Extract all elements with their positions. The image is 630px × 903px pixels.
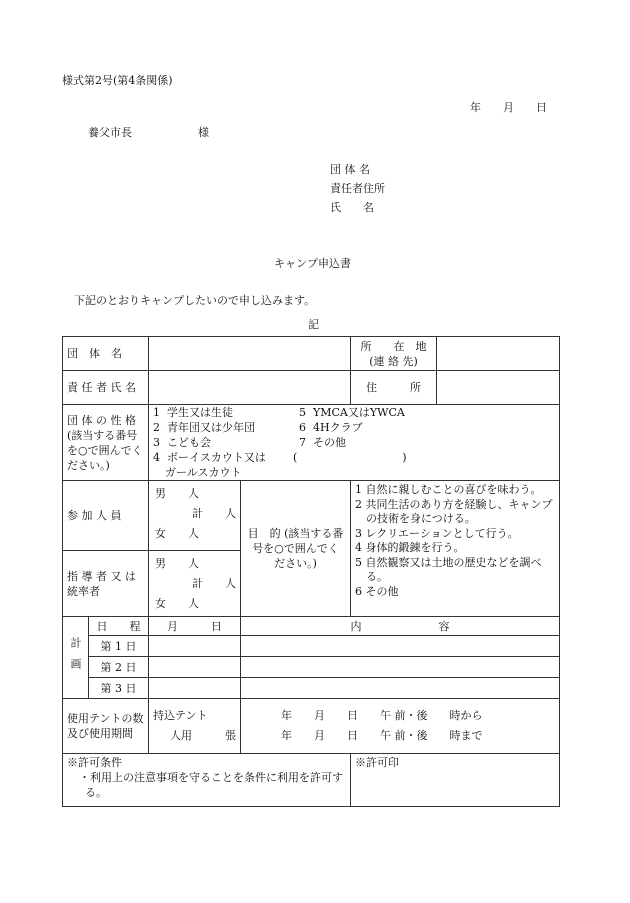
group-type-option[interactable]: 7 その他: [299, 436, 346, 449]
form-number: 様式第2号(第4条関係): [62, 74, 173, 87]
group-type-option[interactable]: 4 ボーイスカウト又は: [153, 451, 266, 464]
tent-row: [63, 699, 560, 754]
purpose-option[interactable]: 5 自然観察又は土地の歴史などを調べる。: [355, 555, 542, 583]
permit-row: [63, 754, 560, 807]
group-name-value[interactable]: [149, 337, 351, 371]
leader-name-label: 責 任 者 氏 名: [63, 371, 149, 405]
day-date[interactable]: [149, 678, 241, 699]
group-name-label: 団 体 名: [63, 337, 149, 371]
schedule-header-row: [63, 617, 560, 636]
leader-row: [63, 371, 560, 405]
participants-label: 参 加 人 員: [63, 481, 149, 551]
group-type-options: [149, 405, 560, 481]
purpose-option[interactable]: 6 その他: [355, 584, 399, 598]
tent-label: 使用テントの数及び使用期間: [63, 699, 149, 754]
address-value[interactable]: [437, 371, 560, 405]
day-date[interactable]: [149, 657, 241, 678]
day-label: 第 3 日: [89, 678, 149, 699]
group-type-other-field[interactable]: ( ): [293, 451, 407, 464]
tent-period-cell[interactable]: 年 月 日 午 前・後 時から 年 月 日 午 前・後 時まで: [241, 699, 560, 754]
schedule-row: [63, 657, 560, 678]
group-type-option[interactable]: 6 4Hクラブ: [299, 421, 363, 434]
group-name-row: [63, 337, 560, 371]
purpose-option[interactable]: 3 レクリエーションとして行う。: [355, 526, 519, 540]
purpose-option[interactable]: 2 共同生活のあり方を経験し、キャンプの技術を身につける。: [355, 497, 553, 525]
ki-mark: 記: [308, 318, 319, 331]
leader-name-value[interactable]: [149, 371, 351, 405]
schedule-header: 日 程: [89, 617, 149, 636]
schedule-row: [63, 678, 560, 699]
purpose-option[interactable]: 4 身体的鍛錬を行う。: [355, 541, 465, 554]
document-title: キャンプ申込書: [274, 257, 351, 270]
participants-row: [63, 481, 560, 551]
group-type-option[interactable]: 2 青年団又は少年団: [153, 421, 255, 434]
day-content[interactable]: [241, 657, 560, 678]
day-label: 第 2 日: [89, 657, 149, 678]
applicant-name: 氏 名: [330, 201, 374, 214]
leaders-label: 指 導 者 又 は 統率者: [63, 551, 149, 617]
location-label: 所 在 地 (連 絡 先): [351, 337, 437, 371]
tent-count-cell[interactable]: 持込テント 人用 張: [149, 699, 241, 754]
group-type-label: 団 体 の 性 格 (該当する番号を○で囲んでください。): [63, 405, 149, 481]
applicant-leader-address: 責任者住所: [330, 182, 385, 195]
date-header: 月 日: [149, 617, 241, 636]
group-type-row: [63, 405, 560, 481]
purpose-option[interactable]: 1 自然に親しむことの喜びを味わう。: [355, 483, 542, 496]
participants-count[interactable]: 男 人 計 人 女 人: [149, 481, 241, 551]
location-value[interactable]: [437, 337, 560, 371]
content-header: 内 容: [241, 617, 560, 636]
day-label: 第 1 日: [89, 636, 149, 657]
addressee: 養父市長 様: [88, 126, 209, 139]
group-type-option[interactable]: 5 YMCA又はYWCA: [299, 406, 405, 419]
purpose-options: [351, 481, 560, 617]
day-content[interactable]: [241, 636, 560, 657]
permit-conditions: ※許可条件 ・利用上の注意事項を守ることを条件に利用を許可する。: [63, 754, 351, 807]
plan-label: 計画: [63, 617, 89, 699]
permit-seal: ※許可印: [351, 754, 560, 807]
intro-text: 下記のとおりキャンプしたいので申し込みます。: [74, 294, 316, 307]
schedule-row: [63, 636, 560, 657]
group-type-option-cont: ガールスカウト: [165, 466, 242, 479]
purpose-label: 目 的 (該当する番号を○で囲んでください。): [241, 481, 351, 617]
application-table: [62, 336, 560, 807]
group-type-option[interactable]: 3 こども会: [153, 436, 211, 449]
day-date[interactable]: [149, 636, 241, 657]
applicant-group-name: 団 体 名: [330, 163, 370, 176]
date-line: 年 月 日: [470, 101, 547, 114]
group-type-option[interactable]: 1 学生又は生徒: [153, 406, 233, 419]
day-content[interactable]: [241, 678, 560, 699]
leaders-count[interactable]: 男 人 計 人 女 人: [149, 551, 241, 617]
address-label: 住 所: [351, 371, 437, 405]
